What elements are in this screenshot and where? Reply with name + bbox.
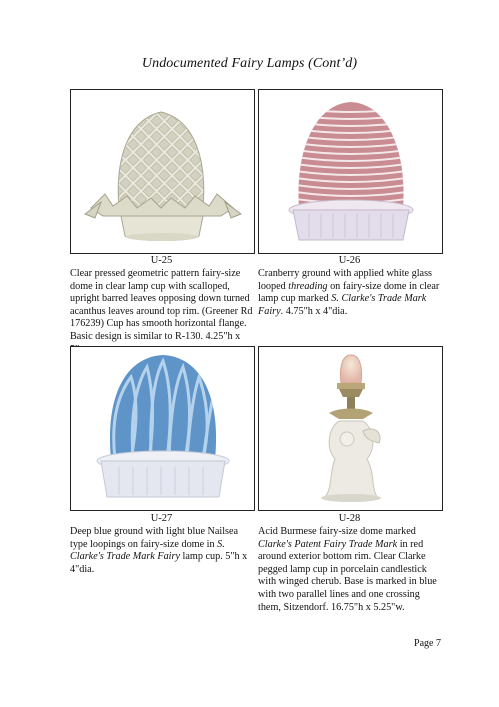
desc-text: in red around exterior bottom rim. Clear Clarke pegged lamp cup in porcelain candlestick with winged cherub. Base is marked in blue with two parallel lines and one crossing them, Sitzendorf. 16.75"h x 5.25"w. (258, 538, 437, 613)
photo-frame-u25 (70, 89, 255, 254)
page-title: Undocumented Fairy Lamps (Cont’d) (141, 56, 358, 71)
desc-text: Cranberry ground with applied white glass looped (258, 268, 432, 292)
photo-frame-u26 (258, 89, 443, 254)
desc-text: Acid Burmese fairy-size dome marked (258, 526, 416, 537)
item-label-u26: U-26 (338, 255, 361, 266)
page-number: Page 7 (414, 638, 441, 649)
desc-text: Clear pressed geometric pattern fairy-size dome in clear lamp cup with scalloped, upright barred leaves opposing down turned acanthus leaves around top rim. (Greener Rd 176239) Cup has smooth horizontal flange. Basic design is similar to R-130. 4.25"h x (70, 268, 253, 342)
item-label-u27: U-27 (150, 513, 173, 524)
item-desc-u28 (258, 526, 443, 616)
item-label-u25: U-25 (150, 255, 173, 266)
desc-text-italic: S. Clarke's Trade Mark Fairy (258, 293, 427, 317)
photo-frame-u27 (70, 346, 255, 511)
item-label-u28: U-28 (338, 513, 361, 524)
desc-text-italic: Clarke's Patent Fairy Trade Mark (258, 538, 398, 550)
photo-frame-u28 (258, 346, 443, 511)
desc-text-italic: S. Clarke's Trade Mark Fairy (70, 538, 225, 563)
lamp-photo-u25 (71, 90, 254, 253)
lamp-photo-u26 (259, 90, 442, 253)
desc-text: on fairy-size dome in clear lamp cup marked (258, 280, 440, 305)
item-desc-u25 (70, 268, 253, 348)
desc-text-italic: threading (288, 280, 328, 292)
lamp-photo-u28 (259, 347, 442, 510)
desc-text: . 4.75"h x 4"dia. (280, 305, 348, 317)
item-desc-u27 (70, 526, 255, 586)
desc-text: lamp cup. 5"h x 4"dia. (70, 551, 248, 575)
item-desc-u26 (258, 268, 443, 328)
desc-text: Deep blue ground with light blue Nailsea type loopings on fairy-size dome in (70, 526, 239, 550)
lamp-photo-u27 (71, 347, 254, 510)
